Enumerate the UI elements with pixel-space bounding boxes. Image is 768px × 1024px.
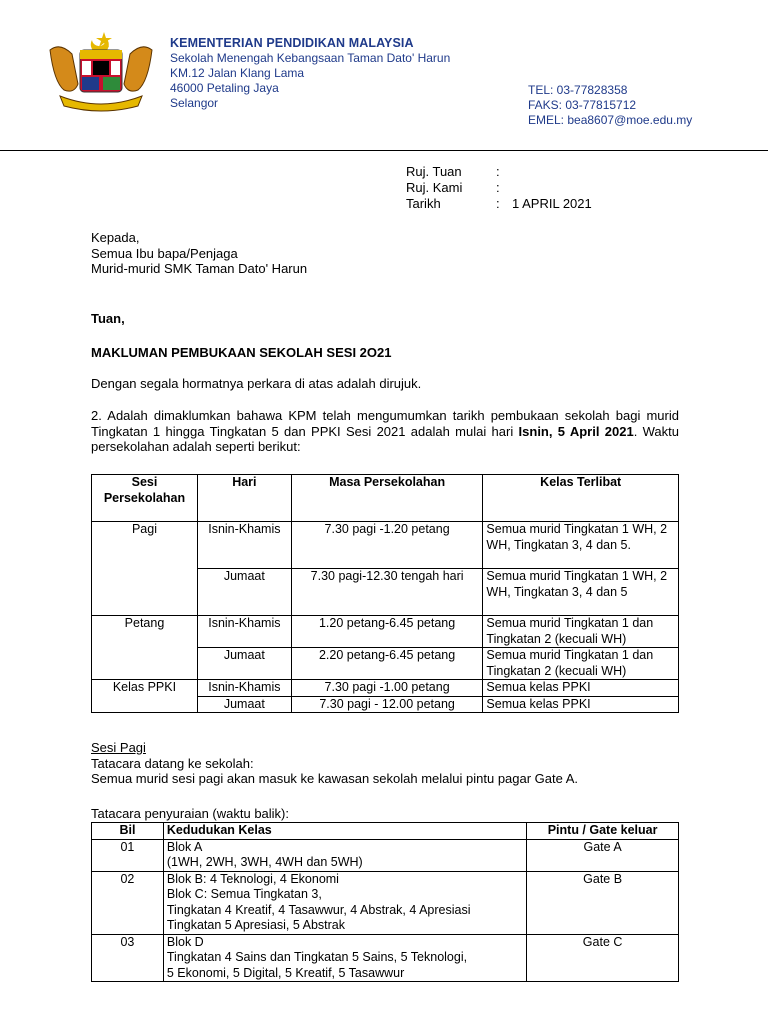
- arrival-text: Semua murid sesi pagi akan masuk ke kawasan sekolah melalui pintu pagar Gate A.: [91, 771, 579, 786]
- column-header: Pintu / Gate keluar: [527, 823, 679, 840]
- table-row: [92, 680, 679, 697]
- bil-cell: 03: [92, 934, 164, 982]
- table-row: [92, 839, 679, 871]
- contact-info: [528, 83, 692, 128]
- tarikh-value: 1 APRIL 2021: [512, 196, 592, 211]
- school-name: Sekolah Menengah Kebangsaan Taman Dato' Harun: [170, 51, 451, 65]
- kelas-line: Tingkatan 5 Apresiasi, 5 Abstrak: [166, 918, 345, 932]
- kelas-line: Blok B: 4 Teknologi, 4 Ekonomi: [166, 871, 339, 886]
- tarikh-label: Tarikh: [406, 196, 441, 211]
- kelas-line: Tingkatan 4 Kreatif, 4 Tasawwur, 4 Abstrak, 4 Apresiasi: [166, 902, 471, 917]
- bil-cell: 01: [92, 839, 164, 871]
- bil-cell: 02: [92, 871, 164, 934]
- hari-cell: Isnin-Khamis: [197, 680, 291, 697]
- address-line: 46000 Petaling Jaya: [170, 81, 279, 95]
- table-row: [92, 616, 679, 648]
- masa-cell: 7.30 pagi - 12.00 petang: [291, 696, 483, 713]
- kelas-cell: [163, 839, 526, 871]
- sesi-pagi-section: [91, 740, 679, 787]
- email: EMEL: bea8607@moe.edu.my: [528, 113, 693, 127]
- kelas-cell: Semua kelas PPKI: [483, 696, 679, 713]
- address-line: KM.12 Jalan Klang Lama: [170, 66, 305, 80]
- column-header: Kelas Terlibat: [483, 475, 679, 522]
- sesi-cell: Kelas PPKI: [92, 680, 198, 713]
- letterhead-address: [170, 36, 450, 111]
- kelas-cell: Semua murid Tingkatan 1 dan Tingkatan 2 (kecuali WH): [483, 648, 679, 680]
- recipient-line: Murid-murid SMK Taman Dato' Harun: [91, 261, 308, 276]
- subject: MAKLUMAN PEMBUKAAN SEKOLAH SESI 2O21: [91, 345, 392, 360]
- telephone: TEL: 03-77828358: [528, 83, 628, 97]
- kelas-line: 5 Ekonomi, 5 Digital, 5 Kreatif, 5 Tasawwur: [166, 965, 405, 980]
- kelas-line: Blok D: [166, 934, 204, 949]
- paragraph-2: [91, 408, 679, 455]
- kelas-line: Tingkatan 4 Sains dan Tingkatan 5 Sains, 5 Teknologi,: [166, 950, 468, 964]
- table-header-row: [92, 475, 679, 522]
- salutation: Tuan,: [91, 311, 125, 326]
- masa-cell: 7.30 pagi-12.30 tengah hari: [291, 569, 483, 616]
- kelas-line: Blok C: Semua Tingkatan 3,: [166, 887, 322, 901]
- arrival-label: Tatacara datang ke sekolah:: [91, 755, 254, 771]
- column-header: Sesi Persekolahan: [92, 475, 198, 522]
- ruj-tuan-label: Ruj. Tuan: [406, 164, 462, 179]
- masa-cell: 7.30 pagi -1.00 petang: [291, 680, 483, 697]
- schedule-table: [91, 474, 679, 713]
- kelas-cell: [163, 934, 526, 982]
- header-divider: [0, 150, 768, 151]
- masa-cell: 2.20 petang-6.45 petang: [291, 648, 483, 680]
- column-header: Masa Persekolahan: [291, 475, 483, 522]
- paragraph-1: Dengan segala hormatnya perkara di atas adalah dirujuk.: [91, 376, 422, 391]
- kelas-cell: Semua murid Tingkatan 1 dan Tingkatan 2 (kecuali WH): [483, 616, 679, 648]
- hari-cell: Jumaat: [197, 569, 291, 616]
- ministry-name: KEMENTERIAN PENDIDIKAN MALAYSIA: [170, 36, 414, 50]
- hari-cell: Jumaat: [197, 648, 291, 680]
- table-row: [92, 522, 679, 569]
- paragraph-2-text-end: . Waktu persekolahan adalah seperti berikut:: [91, 423, 679, 454]
- column-header: Bil: [92, 823, 164, 840]
- table-row: [92, 934, 679, 982]
- masa-cell: 7.30 pagi -1.20 petang: [291, 522, 483, 569]
- dismissal-label: Tatacara penyuraian (waktu balik):: [91, 806, 289, 821]
- kelas-cell: Semua kelas PPKI: [483, 680, 679, 697]
- colon: :: [496, 164, 500, 179]
- hari-cell: Isnin-Khamis: [197, 522, 291, 569]
- kelas-line: (1WH, 2WH, 3WH, 4WH dan 5WH): [166, 855, 363, 869]
- sesi-pagi-heading: Sesi Pagi: [91, 740, 146, 755]
- recipient-block: [91, 230, 307, 277]
- opening-date: Isnin, 5 April 2021: [518, 423, 634, 439]
- malaysia-coat-of-arms-icon: [42, 30, 160, 112]
- recipient-line: Semua Ibu bapa/Penjaga: [91, 245, 238, 261]
- kelas-cell: Semua murid Tingkatan 1 WH, 2 WH, Tingkatan 3, 4 dan 5: [483, 569, 679, 616]
- ruj-kami-label: Ruj. Kami: [406, 180, 463, 195]
- kelas-line: Blok A: [166, 839, 203, 854]
- recipient-line: Kepada,: [91, 230, 140, 245]
- sesi-cell: Pagi: [92, 522, 198, 616]
- hari-cell: Jumaat: [197, 696, 291, 713]
- paragraph-2-text: 2. Adalah dimaklumkan bahawa KPM telah mengumumkan tarikh pembukaan sekolah bagi murid Tingkatan 1 hingga Tingkatan 5 dan PPKI Sesi 2021 adalah mulai hari: [91, 408, 679, 439]
- hari-cell: Isnin-Khamis: [197, 616, 291, 648]
- colon: :: [496, 180, 500, 195]
- column-header: Kedudukan Kelas: [163, 823, 526, 840]
- kelas-cell: [163, 871, 526, 934]
- table-row: [92, 871, 679, 934]
- column-header: Hari: [197, 475, 291, 522]
- kelas-cell: Semua murid Tingkatan 1 WH, 2 WH, Tingkatan 3, 4 dan 5.: [483, 522, 679, 569]
- sesi-cell: Petang: [92, 616, 198, 680]
- dismissal-table: [91, 822, 679, 982]
- fax: FAKS: 03-77815712: [528, 98, 637, 112]
- gate-cell: Gate C: [527, 934, 679, 982]
- gate-cell: Gate A: [527, 839, 679, 871]
- reference-block: [406, 164, 592, 212]
- table-header-row: [92, 823, 679, 840]
- gate-cell: Gate B: [527, 871, 679, 934]
- address-line: Selangor: [170, 96, 219, 110]
- colon: :: [496, 196, 500, 211]
- masa-cell: 1.20 petang-6.45 petang: [291, 616, 483, 648]
